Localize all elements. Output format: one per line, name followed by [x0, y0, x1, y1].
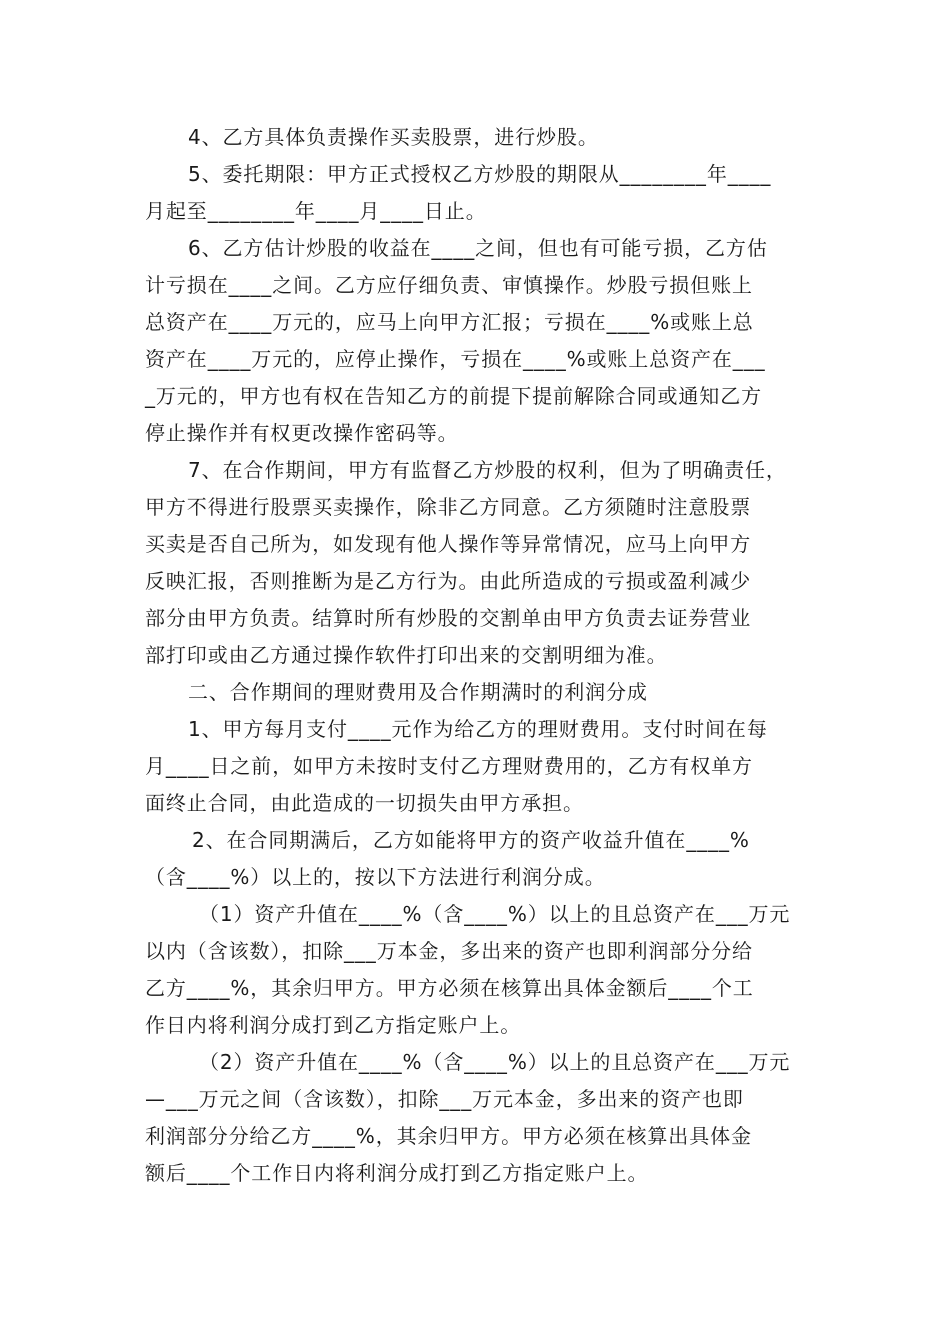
clause-7-cont-4: 部分由甲方负责。结算时所有炒股的交割单由甲方负责去证券营业 [145, 606, 752, 630]
clause-6: 6、乙方估计炒股的收益在____之间，但也有可能亏损，乙方估 [188, 236, 768, 260]
clause-7-cont-5: 部打印或由乙方通过操作软件打印出来的交割明细为准。 [145, 643, 668, 667]
clause-4: 4、乙方具体负责操作买卖股票，进行炒股。 [188, 125, 599, 149]
clause-7-cont-3: 反映汇报，否则推断为是乙方行为。由此所造成的亏损或盈利减少 [145, 569, 752, 593]
section-2-clause-2-cont: （含____%）以上的，按以下方法进行利润分成。 [145, 865, 606, 889]
sub-clause-2-cont-1: —___万元之间（含该数），扣除___万元本金，多出来的资产也即 [145, 1087, 744, 1111]
clause-5-cont: 月起至________年____月____日止。 [145, 199, 487, 223]
clause-7-cont-1: 甲方不得进行股票买卖操作，除非乙方同意。乙方须随时注意股票 [145, 495, 752, 519]
sub-clause-2-cont-2: 利润部分分给乙方____%，其余归甲方。甲方必须在核算出具体金 [145, 1124, 752, 1148]
section-2-clause-1: 1、甲方每月支付____元作为给乙方的理财费用。支付时间在每 [188, 717, 768, 741]
clause-7: 7、在合作期间，甲方有监督乙方炒股的权利，但为了明确责任， [188, 458, 787, 482]
sub-clause-1-cont-3: 作日内将利润分成打到乙方指定账户上。 [145, 1013, 522, 1037]
clause-6-cont-1: 计亏损在____之间。乙方应仔细负责、审慎操作。炒股亏损但账上 [145, 273, 753, 297]
section-2-clause-2: 2、在合同期满后，乙方如能将甲方的资产收益升值在____% [192, 828, 750, 852]
clause-6-cont-4: _万元的，甲方也有权在告知乙方的前提下提前解除合同或通知乙方 [145, 384, 762, 408]
clause-7-cont-2: 买卖是否自己所为，如发现有他人操作等异常情况，应马上向甲方 [145, 532, 752, 556]
sub-clause-1-cont-1: 以内（含该数），扣除___万本金，多出来的资产也即利润部分分给 [145, 939, 753, 963]
clause-6-cont-5: 停止操作并有权更改操作密码等。 [145, 421, 459, 445]
section-2-heading: 二、合作期间的理财费用及合作期满时的利润分成 [188, 680, 648, 704]
clause-5: 5、委托期限：甲方正式授权乙方炒股的期限从________年____ [188, 162, 772, 186]
sub-clause-1-cont-2: 乙方____%，其余归甲方。甲方必须在核算出具体金额后____个工 [145, 976, 754, 1000]
sub-clause-2: （2）资产升值在____%（含____%）以上的且总资产在___万元 [199, 1050, 791, 1074]
clause-6-cont-2: 总资产在____万元的，应马上向甲方汇报；亏损在____%或账上总 [145, 310, 754, 334]
clause-6-cont-3: 资产在____万元的，应停止操作，亏损在____%或账上总资产在___ [145, 347, 766, 371]
sub-clause-1: （1）资产升值在____%（含____%）以上的且总资产在___万元 [199, 902, 791, 926]
section-2-clause-1-cont-2: 面终止合同，由此造成的一切损失由甲方承担。 [145, 791, 584, 815]
sub-clause-2-cont-3: 额后____个工作日内将利润分成打到乙方指定账户上。 [145, 1161, 649, 1185]
section-2-clause-1-cont-1: 月____日之前，如甲方未按时支付乙方理财费用的，乙方有权单方 [145, 754, 753, 778]
